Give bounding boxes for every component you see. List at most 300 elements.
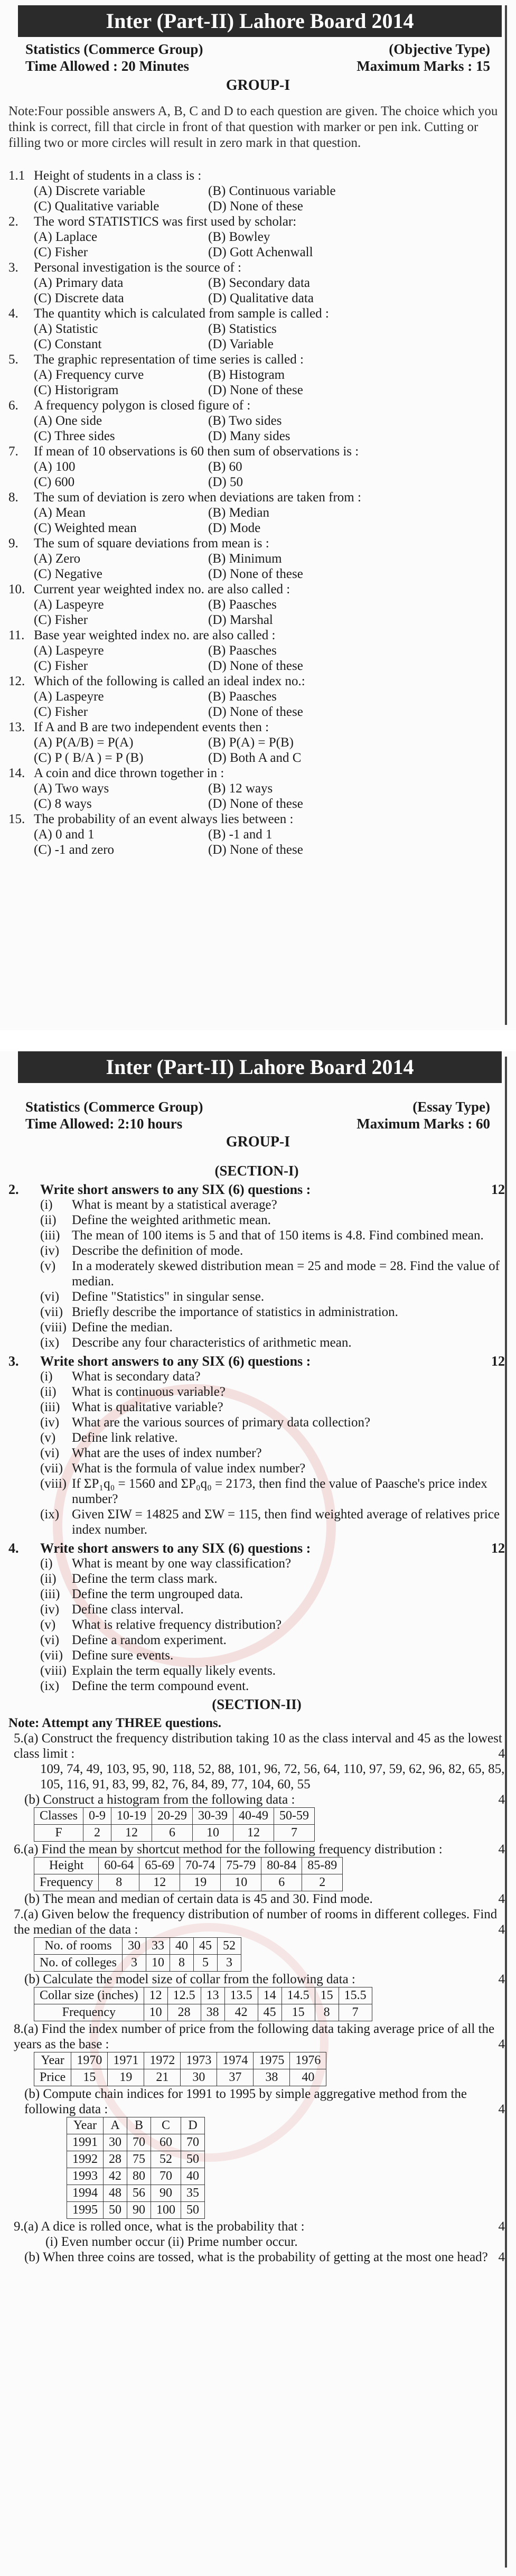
mcq-item [8, 674, 505, 720]
question-text: Write short answers to any SIX (6) questions : [40, 1354, 311, 1369]
table-cell: 38 [254, 2069, 290, 2086]
table-header-row [34, 1938, 241, 1955]
mcq-item [8, 352, 505, 398]
question-text: Personal investigation is the source of : [34, 260, 241, 275]
roman-numeral: (vii) [40, 1648, 63, 1663]
question-text: Base year weighted index no. are also called : [34, 628, 276, 642]
sub-question [8, 1663, 505, 1678]
option-a: (A) Primary data [34, 276, 124, 290]
question-number: 15. [8, 812, 25, 826]
q6a-text: 6.(a) Find the mean by shortcut method for the following frequency distribution : [14, 1842, 443, 1856]
roman-numeral: (i) [40, 1198, 53, 1212]
table-cell: 70 [181, 2134, 205, 2151]
sub-question [8, 1430, 505, 1445]
option-b: (B) 12 ways [208, 781, 273, 796]
question-text: The sum of square deviations from mean is : [34, 536, 269, 550]
option-d: (D) Marshal [208, 613, 273, 627]
option-c: (C) Discrete data [34, 291, 124, 305]
sub-question-text: Define the weighted arithmetic mean. [72, 1213, 271, 1227]
options-grid [8, 321, 505, 352]
sub-question-text: What is continuous variable? [72, 1385, 226, 1399]
instructions [8, 104, 505, 151]
table-cell: 2 [83, 1825, 111, 1842]
options-grid [8, 551, 505, 582]
table-cell: 30-39 [193, 1808, 233, 1825]
question-number: 5. [8, 352, 18, 367]
sub-question [8, 1617, 505, 1632]
time-row [25, 58, 490, 74]
sub-question-text: In a moderately skewed distribution mean = 25 and mode = 28. Find the value of median. [72, 1259, 500, 1289]
table-cell: 1991 [67, 2134, 104, 2151]
table-cell: Height [34, 1858, 99, 1874]
table-header-row [34, 1858, 343, 1874]
table-cell: 65-69 [139, 1858, 180, 1874]
page-edge-2 [505, 1057, 507, 2568]
option-a: (A) One side [34, 414, 102, 428]
options-grid [8, 367, 505, 398]
option-c: (C) Three sides [34, 429, 115, 443]
mcq-question-row [8, 306, 505, 321]
table-cell: 1971 [108, 2052, 144, 2069]
question-number: 4. [8, 1541, 19, 1556]
option-c: (C) Historigram [34, 383, 119, 397]
mcq-item [8, 398, 505, 444]
question-text: Which of the following is called an ideal index no.: [34, 674, 305, 688]
sub-question-text: Given ΣIW = 14825 and ΣW = 115, then find weighted average of relatives price index number. [72, 1507, 500, 1537]
table-cell: 13.5 [224, 1987, 258, 2004]
table-cell: 20-29 [152, 1808, 193, 1825]
option-c: (C) Fisher [34, 705, 88, 719]
table-cell: 75 [127, 2151, 151, 2168]
table-cell: 10 [221, 1874, 261, 1891]
roman-numeral: (vi) [40, 1633, 60, 1647]
table-cell: 21 [144, 2069, 181, 2086]
roman-numeral: (vii) [40, 1461, 63, 1476]
table-cell: 52 [217, 1938, 241, 1955]
question-3 [8, 1354, 505, 1537]
table-cell: 0-9 [83, 1808, 111, 1825]
mcq-item [8, 260, 505, 306]
table-cell: 10 [146, 1955, 170, 1972]
essay-body [8, 1160, 505, 2265]
option-a: (A) Discrete variable [34, 184, 145, 198]
sub-question [8, 1320, 505, 1335]
table-cell: 28 [104, 2151, 127, 2168]
mcq-item [8, 168, 505, 214]
q5a-text: 5.(a) Construct the frequency distribution taking 10 as the class interval and 45 as the lowest class limit : [14, 1731, 502, 1761]
table-cell: No. of colleges [34, 1955, 123, 1972]
question-text: If mean of 10 observations is 60 then sum of observations is : [34, 444, 359, 459]
essay-subject: Statistics (Commerce Group) [25, 1099, 203, 1115]
roman-numeral: (iii) [40, 1587, 60, 1601]
question-number: 2. [8, 214, 18, 229]
table-cell: 1993 [67, 2168, 104, 2185]
sub-question [8, 1602, 505, 1617]
table-cell: 100 [151, 2202, 181, 2219]
table-cell: 33 [146, 1938, 170, 1955]
table-value-row [34, 1825, 315, 1842]
table-cell: 50 [181, 2202, 205, 2219]
option-b: (B) Paasches [208, 643, 277, 658]
options-grid [8, 689, 505, 720]
q8b-text: (b) Compute chain indices for 1991 to 1995 by simple aggregative method from the following data : [24, 2087, 467, 2116]
table-cell: 52 [151, 2151, 181, 2168]
table-cell: Price [34, 2069, 71, 2086]
option-a: (A) Zero [34, 552, 81, 566]
mcq-question-row [8, 582, 505, 597]
essay-title: Inter (Part-II) Lahore Board 2014 [18, 1051, 502, 1083]
mcq-item [8, 582, 505, 628]
essay-time-row [25, 1116, 490, 1132]
question-2 [8, 1182, 505, 1350]
note-text: Four possible answers A, B, C and D to each question are given. The choice which you think is correct, fill that circle in front of that question with marker or pen ink. Cutting or filling two or more circles will result in zero mark in that question. [8, 104, 498, 150]
table-cell: 60 [151, 2134, 181, 2151]
sub-question [8, 1415, 505, 1430]
table-cell: 42 [224, 2004, 258, 2021]
roman-numeral: (iv) [40, 1415, 60, 1430]
mcq-question-row [8, 720, 505, 735]
table-cell: 15 [282, 2004, 315, 2021]
table-cell: 14.5 [282, 1987, 315, 2004]
essay-marks: Maximum Marks : 60 [356, 1116, 490, 1132]
sub-question-text: What is secondary data? [72, 1369, 201, 1384]
table-cell: 3 [122, 1955, 146, 1972]
sub-question-text: Define the term class mark. [72, 1572, 218, 1586]
option-a: (A) Statistic [34, 322, 98, 336]
sub-question [8, 1571, 505, 1586]
q5a-marks: 4 [498, 1747, 505, 1761]
q8b [8, 2086, 505, 2117]
table-cell: 70-74 [180, 1858, 221, 1874]
sub-question [8, 1445, 505, 1461]
mcq-item [8, 536, 505, 582]
option-a: (A) 100 [34, 460, 76, 474]
option-a: (A) 0 and 1 [34, 827, 95, 842]
option-c: (C) Constant [34, 337, 102, 351]
option-b: (B) Continuous variable [208, 184, 336, 198]
q9a-marks: 4 [498, 2219, 505, 2234]
table-cell: 12 [233, 1825, 274, 1842]
question-number: 6. [8, 398, 18, 413]
table-row [67, 2168, 205, 2185]
table-cell: 40 [170, 1938, 193, 1955]
sub-question [8, 1212, 505, 1228]
table-cell: Frequency [34, 2004, 144, 2021]
table-cell: 40 [290, 2069, 326, 2086]
options-grid [8, 735, 505, 766]
question-number: 10. [8, 582, 25, 596]
table-cell: 1995 [67, 2202, 104, 2219]
q9a [8, 2219, 505, 2234]
mcq-item [8, 444, 505, 490]
subject: Statistics (Commerce Group) [25, 41, 203, 57]
table-cell: 10 [193, 1825, 233, 1842]
q7a [8, 1907, 505, 1937]
mcq-question-row [8, 490, 505, 505]
sub-question [8, 1399, 505, 1415]
mcq-item [8, 490, 505, 536]
table-header-row [34, 1808, 315, 1825]
table-row [67, 2185, 205, 2202]
q7b-text: (b) Calculate the model size of collar from the following data : [24, 1972, 355, 1986]
subject-row [25, 41, 490, 58]
essay-time: Time Allowed: 2:10 hours [25, 1116, 183, 1132]
sub-question-text: What are the various sources of primary data collection? [72, 1415, 371, 1430]
table-cell: 14 [258, 1987, 282, 2004]
option-c: (C) Fisher [34, 245, 88, 259]
question-text: The probability of an event always lies between : [34, 812, 294, 826]
sub-question-text: What are the uses of index number? [72, 1446, 262, 1460]
sub-question [8, 1507, 505, 1537]
table-cell: 50 [181, 2151, 205, 2168]
q6a-marks: 4 [498, 1842, 505, 1856]
option-a: (A) Laplace [34, 230, 98, 244]
mcq-question-row [8, 628, 505, 643]
mcq-question-row [8, 168, 505, 183]
sub-question [8, 1648, 505, 1663]
question-number: 13. [8, 720, 25, 734]
question-number: 2. [8, 1182, 19, 1197]
table-cell: 35 [181, 2185, 205, 2202]
question-text: The sum of deviation is zero when deviations are taken from : [34, 490, 361, 505]
sub-question [8, 1289, 505, 1304]
roman-numeral: (ix) [40, 1679, 60, 1693]
table-cell: 12 [111, 1825, 152, 1842]
option-d: (D) None of these [208, 567, 303, 581]
sub-question-text: The mean of 100 items is 5 and that of 150 items is 4.8. Find combined mean. [72, 1228, 484, 1243]
option-d: (D) None of these [208, 705, 303, 719]
option-a: (A) Laspeyre [34, 689, 104, 704]
table-row [67, 2151, 205, 2168]
table-row [67, 2202, 205, 2219]
q5a [8, 1731, 505, 1761]
option-a: (A) Laspeyre [34, 643, 104, 658]
section-2-title: (SECTION-II) [212, 1696, 302, 1712]
question-number: 8. [8, 490, 18, 505]
table-value-row [34, 1874, 343, 1891]
table-cell: 1973 [181, 2052, 217, 2069]
table-cell: 1975 [254, 2052, 290, 2069]
question-text: Write short answers to any SIX (6) questions : [40, 1182, 311, 1197]
table-cell: 80-84 [261, 1858, 302, 1874]
table-cell: 75-79 [221, 1858, 261, 1874]
table-header-row [34, 2052, 326, 2069]
table-5b [34, 1807, 315, 1842]
mcq-item [8, 628, 505, 674]
table-cell: 40-49 [233, 1808, 274, 1825]
sub-question-text: If ΣP₁q₀ = 1560 and ΣP₀q₀ = 2173, then find the value of Paasche's price index number? [72, 1477, 487, 1506]
table-cell: Collar size (inches) [34, 1987, 144, 2004]
option-c: (C) Qualitative variable [34, 199, 160, 213]
option-b: (B) Bowley [208, 230, 270, 244]
mcq-item [8, 720, 505, 766]
option-b: (B) Two sides [208, 414, 282, 428]
roman-numeral: (ii) [40, 1385, 57, 1399]
q8b-marks: 4 [498, 2102, 505, 2116]
mcq-question-row [8, 398, 505, 413]
q6b-text: (b) The mean and median of certain data is 45 and 30. Find mode. [24, 1892, 373, 1906]
options-grid [8, 643, 505, 674]
option-a: (A) Mean [34, 506, 86, 520]
table-8b [67, 2117, 205, 2219]
table-cell: 37 [217, 2069, 254, 2086]
option-a: (A) Laspeyre [34, 598, 104, 612]
question-number: 3. [8, 1354, 19, 1369]
option-d: (D) Qualitative data [208, 291, 314, 305]
q5b-marks: 4 [498, 1793, 505, 1807]
option-c: (C) Fisher [34, 613, 88, 627]
q6a [8, 1842, 505, 1857]
mcq-question-row [8, 214, 505, 229]
table-cell: 60-64 [99, 1858, 139, 1874]
table-cell: D [181, 2117, 205, 2134]
table-cell: 12 [139, 1874, 180, 1891]
question-number: 14. [8, 766, 25, 780]
question-text: If A and B are two independent events then : [34, 720, 269, 734]
option-b: (B) P(A) = P(B) [208, 735, 294, 750]
options-grid [8, 781, 505, 811]
options-grid [8, 183, 505, 214]
table-value-row [34, 1955, 241, 1972]
q7a-marks: 4 [498, 1922, 505, 1937]
q8a [8, 2021, 505, 2052]
roman-numeral: (iii) [40, 1228, 60, 1243]
essay-subject-row [25, 1099, 490, 1115]
section-2-note: Note: Attempt any THREE questions. [8, 1716, 222, 1730]
q7b-marks: 4 [498, 1972, 505, 1986]
option-b: (B) Minimum [208, 552, 282, 566]
table-cell: 1970 [71, 2052, 108, 2069]
table-7b [34, 1987, 372, 2021]
question-marks: 12 [491, 1182, 505, 1197]
table-cell: 13 [201, 1987, 224, 2004]
question-text: A coin and dice thrown together in : [34, 766, 224, 780]
question-header [8, 1182, 505, 1197]
mcq-question-row [8, 766, 505, 781]
option-c: (C) -1 and zero [34, 843, 115, 857]
question-number: 9. [8, 536, 18, 550]
table-cell: 12.5 [167, 1987, 201, 2004]
mcq-item [8, 811, 505, 857]
option-b: (B) Histogram [208, 368, 285, 382]
table-cell: 30 [181, 2069, 217, 2086]
mcq-item [8, 214, 505, 260]
table-cell: 90 [151, 2185, 181, 2202]
roman-numeral: (i) [40, 1556, 53, 1571]
question-text: The graphic representation of time series is called : [34, 352, 304, 367]
question-text: A frequency polygon is closed figure of : [34, 398, 251, 413]
roman-numeral: (vii) [40, 1305, 63, 1319]
sub-question [8, 1258, 505, 1289]
q7a-text: 7.(a) Given below the frequency distribution of number of rooms in different colleges. Find the median of the data : [14, 1907, 498, 1937]
table-header-row [34, 1987, 372, 2004]
question-number: 4. [8, 306, 18, 321]
table-cell: 8 [99, 1874, 139, 1891]
q7b [8, 1972, 505, 1987]
table-cell: 38 [201, 2004, 224, 2021]
table-cell: B [127, 2117, 151, 2134]
table-cell: Frequency [34, 1874, 99, 1891]
q9b-marks: 4 [498, 2250, 505, 2264]
table-cell: 6 [261, 1874, 302, 1891]
q9b-text: (b) When three coins are tossed, what is the probability of getting at the most one head? [24, 2250, 488, 2264]
roman-numeral: (iii) [40, 1400, 60, 1414]
roman-numeral: (ii) [40, 1213, 57, 1227]
table-cell: 2 [302, 1874, 343, 1891]
option-d: (D) Variable [208, 337, 274, 351]
q9b [8, 2250, 505, 2265]
question-marks: 12 [491, 1354, 505, 1369]
table-6a [34, 1857, 343, 1891]
essay-group: GROUP-I [226, 1134, 290, 1150]
mcq-item [8, 766, 505, 811]
sub-question [8, 1461, 505, 1476]
table-cell: 28 [167, 2004, 201, 2021]
roman-numeral: (viii) [40, 1664, 67, 1678]
table-cell: 30 [104, 2134, 127, 2151]
options-grid [8, 413, 505, 444]
table-cell: 3 [217, 1955, 241, 1972]
option-c: (C) 600 [34, 475, 75, 489]
table-cell: 1976 [290, 2052, 326, 2069]
table-cell: 15.5 [339, 1987, 372, 2004]
question-text: Current year weighted index no. are also called : [34, 582, 290, 596]
roman-numeral: (vi) [40, 1446, 60, 1460]
q8a-text: 8.(a) Find the index number of price from the following data taking average price of all the years as the base : [14, 2022, 495, 2051]
table-cell: 6 [152, 1825, 193, 1842]
table-cell: A [104, 2117, 127, 2134]
option-c: (C) Negative [34, 567, 102, 581]
sub-question-text: Explain the term equally likely events. [72, 1664, 276, 1678]
question-number: 7. [8, 444, 18, 459]
table-cell: Year [34, 2052, 71, 2069]
roman-numeral: (viii) [40, 1477, 67, 1491]
sub-question [8, 1197, 505, 1212]
table-cell: 10-19 [111, 1808, 152, 1825]
question-text: Height of students in a class is : [34, 169, 202, 183]
table-cell: 19 [108, 2069, 144, 2086]
roman-numeral: (v) [40, 1431, 56, 1445]
mcq-question-row [8, 444, 505, 459]
table-cell: 5 [193, 1955, 217, 1972]
option-b: (B) Statistics [208, 322, 277, 336]
option-b: (B) Secondary data [208, 276, 310, 290]
paper-title: Inter (Part-II) Lahore Board 2014 [18, 5, 502, 37]
question-number: 11. [8, 628, 25, 642]
table-cell: 42 [104, 2168, 127, 2185]
table-cell: 70 [151, 2168, 181, 2185]
q5b [8, 1792, 505, 1807]
table-header-row [67, 2117, 205, 2134]
table-cell: 7 [274, 1825, 315, 1842]
table-cell: 19 [180, 1874, 221, 1891]
sub-question-text: Describe any four characteristics of arithmetic mean. [72, 1336, 352, 1350]
question-text: Write short answers to any SIX (6) questions : [40, 1541, 311, 1556]
sub-question [8, 1476, 505, 1507]
option-c: (C) Weighted mean [34, 521, 137, 535]
sub-question-text: Define class interval. [72, 1602, 184, 1617]
question-number: 12. [8, 674, 25, 688]
table-cell: 90 [127, 2202, 151, 2219]
sub-question-text: What is relative frequency distribution? [72, 1618, 282, 1632]
sub-question [8, 1243, 505, 1258]
paper-type: (Objective Type) [389, 41, 490, 57]
options-grid [8, 229, 505, 260]
option-d: (D) Mode [208, 521, 261, 535]
option-b: (B) Paasches [208, 689, 277, 704]
option-b: (B) -1 and 1 [208, 827, 273, 842]
table-cell: 45 [258, 2004, 282, 2021]
